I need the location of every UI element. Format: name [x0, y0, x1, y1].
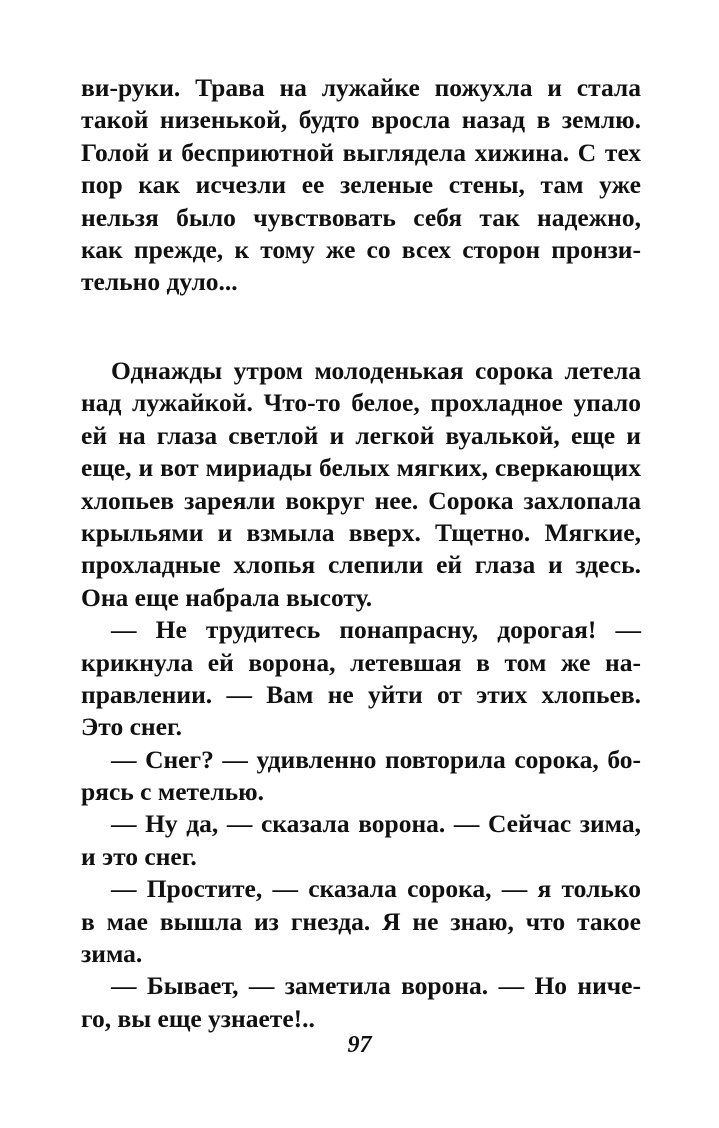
text-line: крыльями и взмыла вверх. Тщетно. Мягкие,: [81, 517, 641, 547]
text-line: еще, и вот мириады белых мягких, сверкающих: [81, 453, 641, 483]
text-line: Она еще набрала высоту.: [81, 582, 373, 612]
text-line: и это снег.: [81, 841, 197, 871]
text-line: хлопьев зареяли вокруг нее. Сорока захлопала: [81, 485, 641, 515]
dialogue-line: — Бывает, — заметила ворона. — Но ниче-: [111, 971, 641, 1001]
text-line: правлении. — Вам не уйти от этих хлопьев.: [81, 679, 641, 709]
text-line: тельно дуло...: [81, 267, 238, 297]
text-line: ви-руки. Трава на лужайке пожухла и стала: [81, 73, 641, 102]
page-number: 97: [347, 1032, 372, 1058]
text-block-story: [81, 355, 641, 1035]
text-line: Это снег.: [81, 712, 183, 742]
text-line: такой низенькой, будто вросла назад в землю.: [81, 105, 641, 135]
text-line: Голой и бесприютной выглядела хижина. С тех: [81, 137, 641, 167]
text-line: пор как исчезли ее зеленые стены, там уже: [81, 170, 641, 200]
text-block-top: [81, 72, 641, 299]
text-line: рясь с метелью.: [81, 777, 265, 807]
dialogue-line: — Снег? — удивленно повторила сорока, бо-: [111, 744, 641, 774]
dialogue-line: — Не трудитесь понапрасну, дорогая! —: [111, 615, 641, 645]
dialogue-line: — Ну да, — сказала ворона. — Сейчас зима,: [111, 809, 641, 839]
text-line: над лужайкой. Что-то белое, прохладное упало: [81, 388, 641, 418]
text-line: как прежде, к тому же со всех сторон пронзи-: [81, 234, 641, 264]
text-line: го, вы еще узнаете!..: [81, 1003, 315, 1033]
text-line: крикнула ей ворона, летевшая в том же на-: [81, 647, 641, 677]
text-line: в мае вышла из гнезда. Я не знаю, что такое: [81, 906, 641, 936]
text-line: зима.: [81, 939, 143, 969]
text-line: нельзя было чувствовать себя так надежно,: [81, 202, 641, 232]
text-line: Однажды утром молоденькая сорока летела: [111, 356, 641, 385]
dialogue-line: — Простите, — сказала сорока, — я только: [111, 874, 641, 904]
text-line: прохладные хлопья слепили ей глаза и здесь.: [81, 550, 641, 580]
text-line: ей на глаза светлой и легкой вуалькой, еще и: [81, 420, 641, 450]
